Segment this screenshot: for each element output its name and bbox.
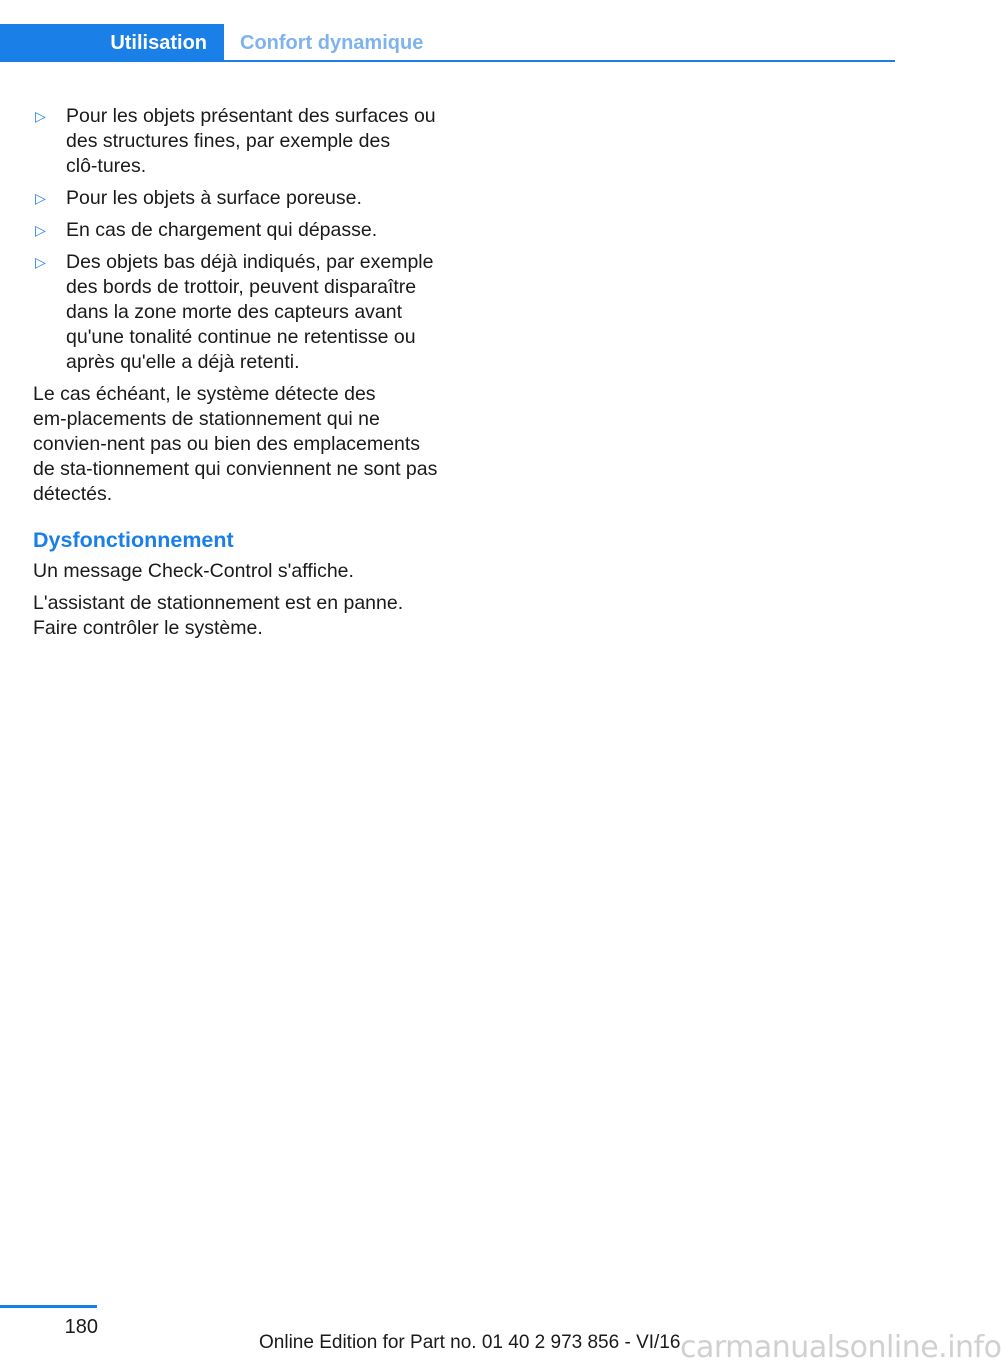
list-item-text: Pour les objets à surface poreuse. [66, 187, 362, 209]
body-paragraph: Un message Check-Control s'affiche. [33, 560, 354, 582]
header-divider [0, 60, 895, 62]
triangle-bullet-icon: ▷ [35, 222, 46, 238]
triangle-bullet-icon: ▷ [35, 190, 46, 206]
list-item-text: Pour les objets présentant des surfaces ou des structures fines, par exemple des clô‑tures. [66, 105, 436, 177]
list-item [33, 186, 445, 211]
page-content [33, 104, 445, 648]
list-item [33, 250, 445, 375]
chapter-tab: Confort dynamique [240, 32, 424, 54]
body-paragraph: L'assistant de stationnement est en panne. Faire contrôler le système. [33, 592, 404, 639]
list-item [33, 218, 445, 243]
body-paragraph: Le cas échéant, le système détecte des em‑placements de stationnement qui ne convien‑nent pas ou bien des emplacements de sta‑tionnement qui conviennent ne sont pas détectés. [33, 383, 438, 505]
section-heading: Dysfonctionnement [33, 528, 234, 552]
list-item [33, 104, 445, 179]
edition-note: Online Edition for Part no. 01 40 2 973 856 - VI/16 [259, 1332, 681, 1353]
section-tab: Utilisation [0, 24, 224, 62]
list-item-text: Des objets bas déjà indiqués, par exemple des bords de trottoir, peuvent disparaître dans la zone morte des capteurs avant qu'une tonalité continue ne retentisse ou après qu'elle a déjà retenti. [66, 251, 434, 373]
page-number: 180 [64, 1316, 98, 1338]
triangle-bullet-icon: ▷ [35, 254, 46, 270]
bullet-list [33, 104, 445, 375]
page-header [0, 24, 895, 62]
triangle-bullet-icon: ▷ [35, 108, 46, 124]
watermark: carmanualsonline.info [680, 1330, 1001, 1365]
footer-divider [0, 1305, 97, 1308]
list-item-text: En cas de chargement qui dépasse. [66, 219, 378, 241]
